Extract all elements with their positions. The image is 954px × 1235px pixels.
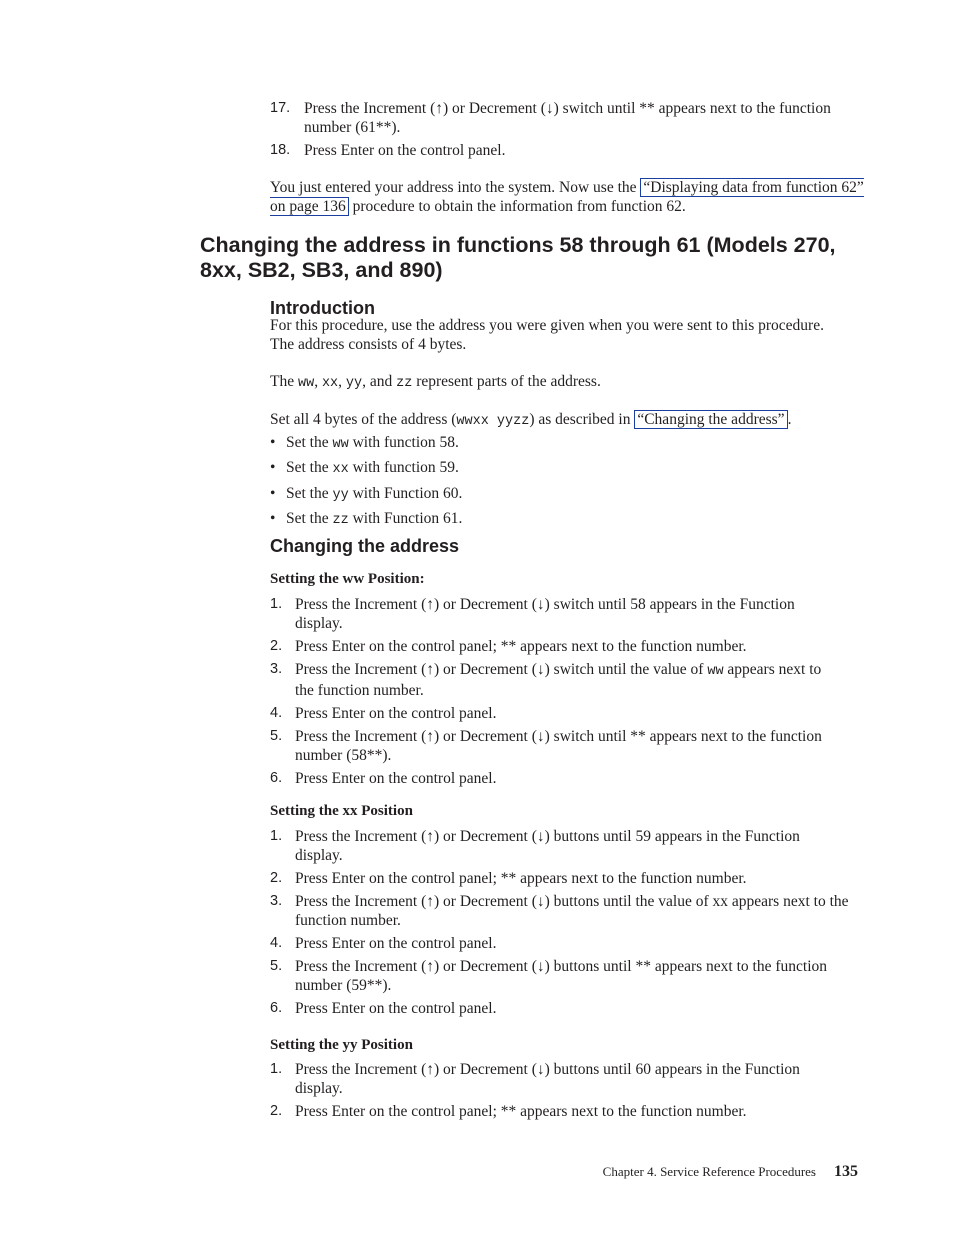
step-text: Press the Increment (↑) or Decrement (↓) switch until ** appears next to the function number (58**). <box>295 728 822 764</box>
step-number: 18. <box>270 142 291 158</box>
list-item <box>270 509 830 530</box>
list-item <box>270 637 840 656</box>
text-fragment: Set the <box>286 510 333 528</box>
text-fragment: , <box>338 373 346 390</box>
text-fragment: Press the Increment (↑) or Decrement (↓) switch until the value of <box>295 661 708 678</box>
step-text: Press the Increment (↑) or Decrement (↓) buttons until 60 appears in the Function display. <box>295 1061 800 1097</box>
bullet-icon: • <box>270 484 276 502</box>
list-item <box>270 704 840 723</box>
text-fragment: with Function 61. <box>348 510 463 528</box>
step-number: 17. <box>270 100 291 116</box>
text-fragment: Set the <box>286 459 333 477</box>
list-item <box>270 869 850 888</box>
list-item <box>270 769 840 788</box>
list-item <box>270 934 850 953</box>
step-number: 3. <box>270 661 283 677</box>
step-text: Press Enter on the control panel. <box>295 935 497 952</box>
page-number: 135 <box>834 1163 858 1180</box>
introduction-heading: Introduction <box>270 298 375 318</box>
text-fragment: with function 59. <box>348 459 459 477</box>
step-text: Press Enter on the control panel. <box>295 770 497 787</box>
step-text: Press Enter on the control panel. <box>304 142 506 159</box>
introduction-para-1: For this procedure, use the address you were given when you were sent to this procedure. The address consists of 4 bytes. <box>270 317 824 353</box>
byte-bullets <box>270 433 830 535</box>
step-text: Press the Increment (↑) or Decrement (↓) buttons until 59 appears in the Function display. <box>295 828 800 864</box>
list-item <box>270 1060 840 1098</box>
step-number: 3. <box>270 893 283 909</box>
step-number: 2. <box>270 1103 283 1119</box>
code-ww: ww <box>297 376 315 391</box>
text-fragment: with Function 60. <box>348 484 463 502</box>
step-text: Press the Increment (↑) or Decrement (↓) switch until ** appears next to the function number (61**). <box>304 100 831 136</box>
code-fragment: xx <box>332 462 349 478</box>
code-yy: yy <box>345 376 363 391</box>
list-item <box>270 1102 840 1121</box>
text-fragment: , <box>314 373 322 390</box>
step-number: 5. <box>270 728 283 744</box>
page-footer <box>540 1163 858 1181</box>
ww-steps-list <box>270 595 840 792</box>
bullet-icon: • <box>270 459 276 477</box>
intro-paragraph <box>270 178 870 216</box>
list-item <box>270 433 830 454</box>
intro-text-after: procedure to obtain the information from function 62. <box>348 198 686 215</box>
text-fragment: with function 58. <box>348 434 459 451</box>
step-text: Press Enter on the control panel. <box>295 1000 497 1017</box>
list-item <box>270 484 830 505</box>
ww-position-title: Setting the ww Position: <box>270 571 425 587</box>
step-number: 2. <box>270 638 283 654</box>
text-fragment: , and <box>362 373 397 390</box>
code-fragment: zz <box>332 513 349 529</box>
top-steps-list <box>270 99 845 164</box>
yy-steps-list <box>270 1060 840 1125</box>
text-fragment: ) as described in <box>529 411 635 428</box>
text-fragment: . <box>787 411 792 428</box>
step-text: Press the Increment (↑) or Decrement (↓) switch until 58 appears in the Function display. <box>295 596 795 632</box>
step-text: Press the Increment (↑) or Decrement (↓) buttons until ** appears next to the function number (59**). <box>295 958 828 994</box>
bullet-icon: • <box>270 434 276 451</box>
intro-text-before: You just entered your address into the system. Now use the <box>270 179 641 196</box>
text-fragment: Set all 4 bytes of the address ( <box>270 411 457 428</box>
text-fragment: represent parts of the address. <box>412 373 601 390</box>
code-fragment: yy <box>332 487 349 503</box>
step-number: 1. <box>270 1061 283 1077</box>
xx-steps-list <box>270 827 850 1022</box>
code-zz: zz <box>396 376 413 391</box>
yy-position-title: Setting the yy Position <box>270 1037 413 1053</box>
text-fragment: Set the <box>286 484 333 502</box>
list-item <box>270 141 845 160</box>
changing-address-link[interactable]: “Changing the address” <box>634 410 787 429</box>
code-fragment: ww <box>707 664 724 679</box>
step-text: Press Enter on the control panel; ** appears next to the function number. <box>295 638 747 655</box>
step-number: 1. <box>270 596 283 612</box>
list-item <box>270 99 845 137</box>
step-text: Press the Increment (↑) or Decrement (↓) buttons until the value of xx appears next to the function number. <box>295 893 849 929</box>
step-text: Press Enter on the control panel; ** appears next to the function number. <box>295 870 747 887</box>
list-item <box>270 827 850 865</box>
changing-address-heading: Changing the address <box>270 536 460 556</box>
introduction-para-2 <box>270 372 850 393</box>
list-item <box>270 660 840 700</box>
text-fragment: appears next to the function number. <box>295 661 822 699</box>
step-number: 2. <box>270 870 283 886</box>
step-number: 1. <box>270 828 283 844</box>
list-item <box>270 957 850 995</box>
step-number: 5. <box>270 958 283 974</box>
step-number: 4. <box>270 705 283 721</box>
chapter-title: Chapter 4. Service Reference Procedures <box>602 1164 816 1179</box>
section-title: Changing the address in functions 58 through 61 (Models 270, 8xx, SB2, SB3, and 890) <box>200 233 836 282</box>
text-fragment: The <box>270 373 298 390</box>
list-item <box>270 892 850 930</box>
code-xx: xx <box>321 376 339 391</box>
list-item <box>270 999 850 1018</box>
step-text: Press Enter on the control panel. <box>295 705 497 722</box>
introduction-para-3 <box>270 410 870 431</box>
text-fragment: Set the <box>286 434 333 451</box>
list-item <box>270 595 840 633</box>
step-text: Press Enter on the control panel; ** appears next to the function number. <box>295 1103 747 1120</box>
list-item <box>270 727 840 765</box>
code-fragment: ww <box>332 437 349 452</box>
xx-position-title: Setting the xx Position <box>270 803 413 819</box>
list-item <box>270 458 830 479</box>
step-number: 6. <box>270 770 283 786</box>
bullet-icon: • <box>270 510 276 528</box>
step-number: 4. <box>270 935 283 951</box>
displaying-data-link[interactable]: “Displaying data from function 62” on page 136 <box>270 179 864 215</box>
code-address: wwxx yyzz <box>456 414 530 429</box>
step-number: 6. <box>270 1000 283 1016</box>
